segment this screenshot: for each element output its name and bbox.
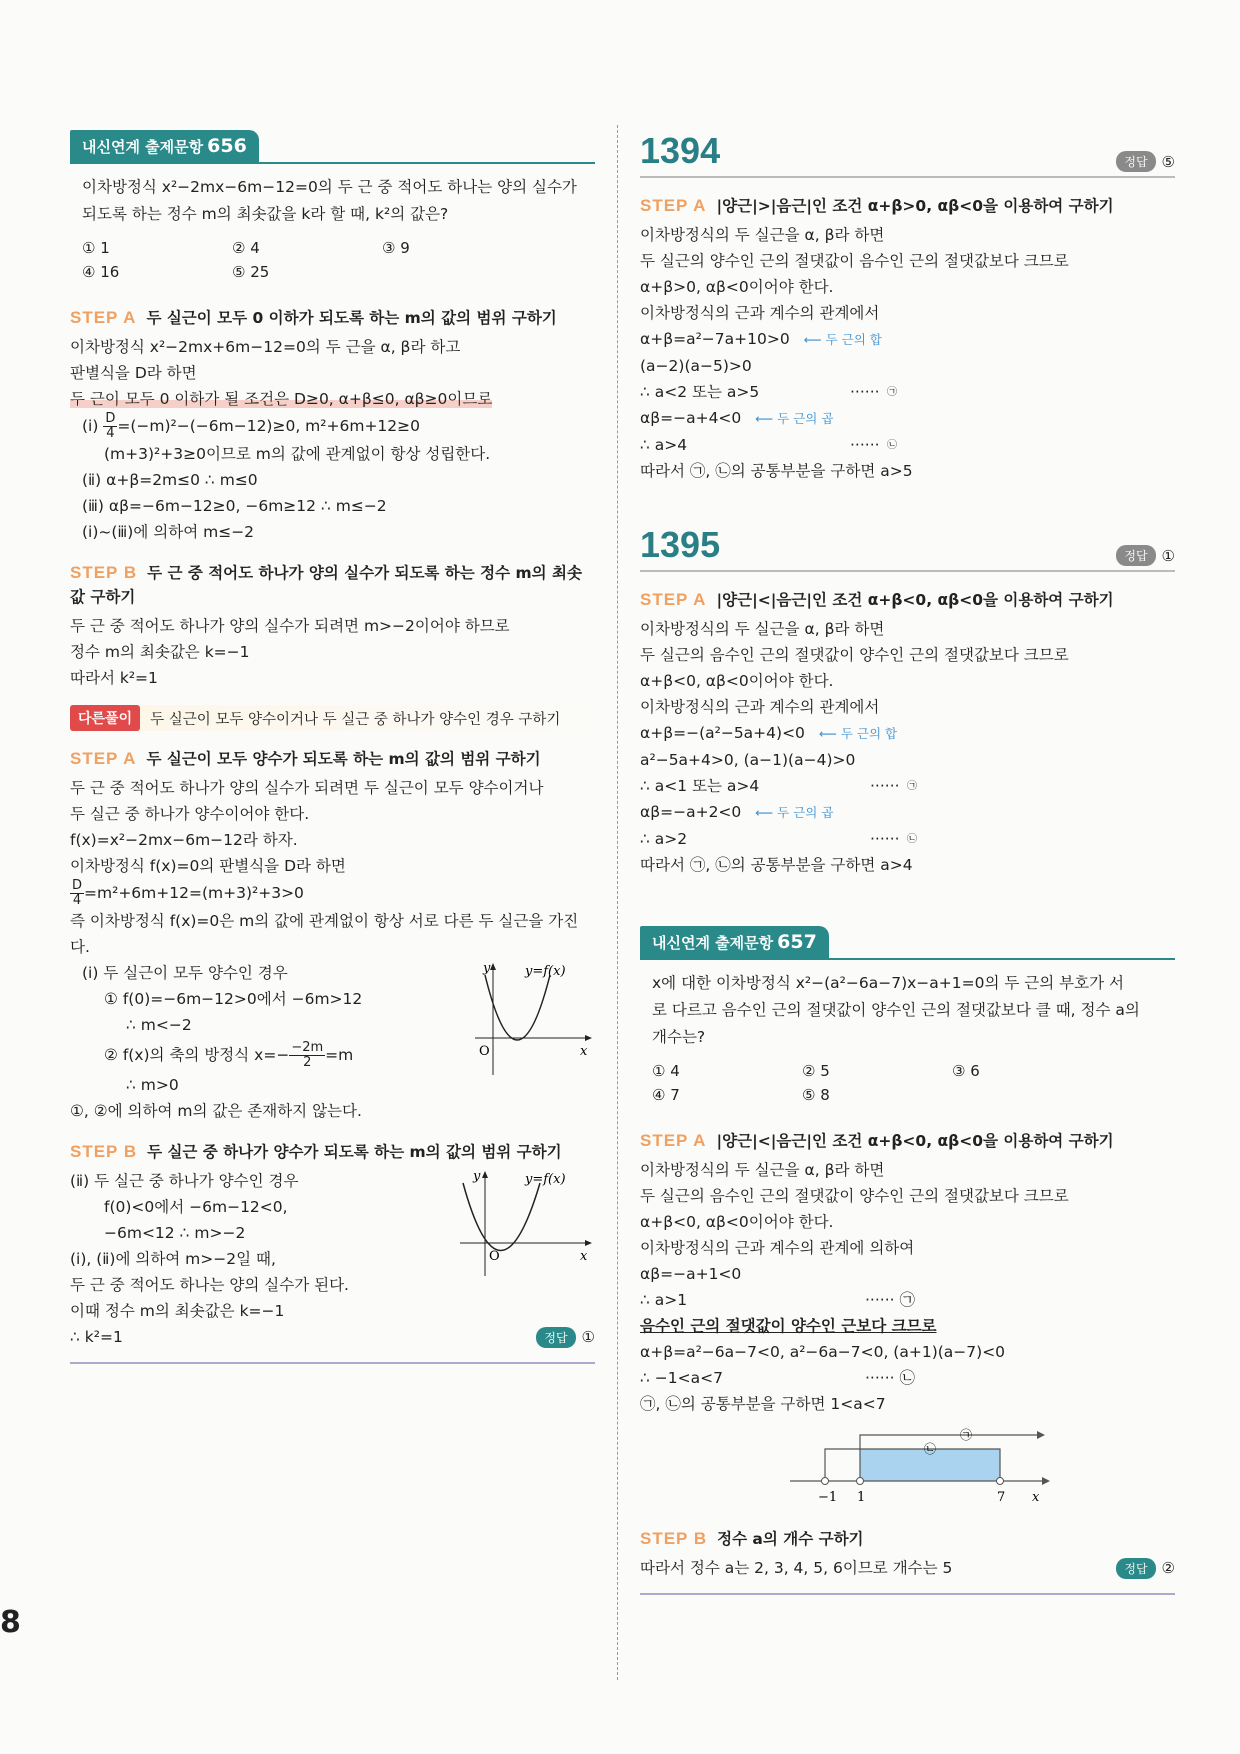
problem-656-choices	[70, 236, 595, 284]
problem-657-header	[640, 926, 1175, 960]
step-a-heading: STEP A 두 실근이 모두 0 이하가 되도록 하는 m의 값의 범위 구하기	[70, 308, 557, 327]
right-column	[640, 130, 1175, 1595]
svg-text:7: 7	[997, 1490, 1006, 1505]
answer: 정답 ①	[536, 1327, 595, 1348]
text-line: (ⅰ)~(ⅲ)에 의하여 m≤−2	[82, 523, 255, 541]
step-a-heading: STEP A |양근|<|음근|인 조건 α+β<0, αβ<0을 이용하여 구하기	[640, 1131, 1114, 1150]
text-line: 따라서 ㉠, ㉡의 공통부분을 구하면 a>5	[640, 462, 913, 480]
svg-text:y: y	[473, 1169, 481, 1184]
column-divider	[617, 125, 618, 1680]
answer: 정답 ①	[1116, 545, 1175, 566]
text-line: 이차방정식의 근과 계수의 관계에 의하여	[640, 1239, 915, 1257]
text-line: ∴ a<2 또는 a>5 ······ ㉠	[640, 383, 897, 401]
text-line: −6m<12 ∴ m>−2	[104, 1224, 246, 1242]
text-line: (ⅰ), (ⅱ)에 의하여 m>−2일 때,	[70, 1250, 276, 1268]
choice: ③ 6	[952, 1062, 980, 1080]
text-line: (a−2)(a−5)>0	[640, 357, 752, 375]
text-line: 정수 m의 최솟값은 k=−1	[70, 643, 250, 661]
text-line: f(x)=x²−2mx−6m−12라 하자.	[70, 831, 298, 849]
svg-text:㉡: ㉡	[924, 1442, 937, 1456]
problem-number: 1395	[640, 524, 721, 565]
text-line: 판별식을 D라 하면	[70, 364, 197, 382]
text-line: ∴ −1<a<7 ······ ㉡	[640, 1369, 916, 1387]
text-line: 따라서 ㉠, ㉡의 공통부분을 구하면 a>4	[640, 856, 913, 874]
text-line: αβ=−a+2<0 ⟵ 두 근의 곱	[640, 803, 834, 821]
choice: ② 4	[232, 239, 260, 257]
text-line: (ⅲ) αβ=−6m−12≥0, −6m≥12 ∴ m≤−2	[82, 497, 387, 515]
section-end-rule	[640, 1593, 1175, 1595]
alt-step-b-heading: STEP B 두 실근 중 하나가 양수가 되도록 하는 m의 값의 범위 구하기	[70, 1142, 562, 1161]
text-line: ∴ k²=1	[70, 1328, 123, 1346]
choice: ④ 16	[82, 263, 120, 281]
problem-number: 1394	[640, 130, 721, 171]
svg-text:1: 1	[857, 1490, 866, 1505]
text-line: 두 실근의 음수인 근의 절댓값이 양수인 근의 절댓값보다 크므로	[640, 1187, 1069, 1205]
answer: 정답 ⑤	[1116, 151, 1175, 172]
parabola-graph-1	[455, 960, 595, 1080]
choice: ① 1	[82, 239, 110, 257]
text-line: a²−5a+4>0, (a−1)(a−4)>0	[640, 751, 856, 769]
text-line: 두 근 중 적어도 하나는 양의 실수가 된다.	[70, 1276, 349, 1294]
left-column	[70, 130, 595, 1364]
svg-text:x: x	[580, 1044, 588, 1059]
step-b-heading: STEP B 정수 a의 개수 구하기	[640, 1529, 864, 1548]
text-line: 따라서 정수 a는 2, 3, 4, 5, 6이므로 개수는 5	[640, 1559, 953, 1577]
alt-badge: 다른풀이	[70, 705, 140, 731]
text-line: ∴ a>2 ······ ㉡	[640, 830, 917, 848]
text-line: 이차방정식의 근과 계수의 관계에서	[640, 698, 880, 716]
text-line: α+β=a²−7a+10>0 ⟵ 두 근의 합	[640, 330, 882, 348]
text-line: αβ=−a+1<0	[640, 1265, 742, 1283]
svg-text:y: y	[483, 961, 491, 976]
problem-1394-header	[640, 130, 1175, 178]
text-line: α+β=a²−6a−7<0, a²−6a−7<0, (a+1)(a−7)<0	[640, 1343, 1006, 1361]
svg-text:y=f(x): y=f(x)	[525, 1172, 566, 1187]
text-line: f(0)<0에서 −6m−12<0,	[104, 1198, 288, 1216]
text-line: 이차방정식의 두 실근을 α, β라 하면	[640, 620, 885, 638]
text-line: $\frac{D}{4}$ =m²+6m+12=(m+3)²+3>0	[72, 878, 304, 908]
text-line: 두 근 중 적어도 하나가 양의 실수가 되려면 두 실근이 모두 양수이거나	[70, 779, 544, 797]
text-line: α+β<0, αβ<0이어야 한다.	[640, 672, 834, 690]
choice: ① 4	[652, 1062, 680, 1080]
text-line: (ⅰ) 두 실근이 모두 양수인 경우	[82, 964, 288, 982]
text-line: (ⅱ) 두 실근 중 하나가 양수인 경우	[70, 1172, 299, 1190]
problem-tag: 내신연계 출제문항 657	[640, 926, 829, 958]
text-line: ∴ m>0	[126, 1076, 179, 1094]
svg-text:x: x	[1032, 1490, 1040, 1505]
svg-text:O: O	[489, 1249, 500, 1264]
text-line: (ⅱ) α+β=2m≤0 ∴ m≤0	[82, 471, 258, 489]
text-line: 이때 정수 m의 최솟값은 k=−1	[70, 1302, 285, 1320]
text-line: 음수인 근의 절댓값이 양수인 근보다 크므로	[640, 1317, 937, 1335]
step-a-heading: STEP A |양근|>|음근|인 조건 α+β>0, αβ<0을 이용하여 구하기	[640, 196, 1114, 215]
svg-text:㉠: ㉠	[960, 1428, 973, 1442]
problem-1395-header	[640, 524, 1175, 572]
svg-text:O: O	[479, 1044, 490, 1059]
text-line: αβ=−a+4<0 ⟵ 두 근의 곱	[640, 409, 834, 427]
answer: 정답 ②	[1116, 1558, 1175, 1579]
text-line: (m+3)²+3≥0이므로 m의 값에 관계없이 항상 성립한다.	[104, 445, 491, 463]
problem-tag: 내신연계 출제문항 656	[70, 130, 259, 162]
problem-657-choices	[640, 1059, 1175, 1107]
text-line: 즉 이차방정식 f(x)=0은 m의 값에 관계없이 항상 서로 다른 두 실근을 가진다.	[70, 912, 579, 956]
text-line: α+β=−(a²−5a+4)<0 ⟵ 두 근의 합	[640, 724, 898, 742]
text-line: ∴ a>1 ······ ㉠	[640, 1291, 916, 1309]
choice: ⑤ 25	[232, 263, 270, 281]
alternative-solution-banner: 다른풀이 두 실근이 모두 양수이거나 두 실근 중 하나가 양수인 경우 구하기	[70, 705, 595, 731]
text-line: 따라서 k²=1	[70, 669, 158, 687]
text-line: ② f(x)의 축의 방정식 x=− $\frac{-2m}{2}$ =m	[104, 1040, 354, 1070]
choice: ③ 9	[382, 239, 410, 257]
text-line: ∴ a<1 또는 a>4 ······ ㉠	[640, 777, 917, 795]
text-line: 두 실근 중 하나가 양수이어야 한다.	[70, 805, 310, 823]
text-line: ∴ a>4 ······ ㉡	[640, 436, 897, 454]
choice: ② 5	[802, 1062, 830, 1080]
number-line-diagram	[770, 1425, 1070, 1507]
text-line: 두 실근의 양수인 근의 절댓값이 음수인 근의 절댓값보다 크므로	[640, 252, 1069, 270]
text-line: α+β>0, αβ<0이어야 한다.	[640, 278, 834, 296]
svg-text:y=f(x): y=f(x)	[525, 964, 566, 979]
text-line: (ⅰ) $\frac{D}{4}$ =(−m)²−(−6m−12)≥0, m²+6m+12≥0	[82, 411, 421, 441]
step-a-heading: STEP A |양근|<|음근|인 조건 α+β<0, αβ<0을 이용하여 구하기	[640, 590, 1114, 609]
svg-text:x: x	[580, 1249, 588, 1264]
text-line: 두 근이 모두 0 이하가 될 조건은 D≥0, α+β≤0, αβ≥0이므로	[70, 390, 493, 408]
text-line: ① f(0)=−6m−12>0에서 −6m>12	[104, 990, 363, 1008]
text-line: 이차방정식의 두 실근을 α, β라 하면	[640, 226, 885, 244]
text-line: ∴ m<−2	[126, 1016, 192, 1034]
text-line: 이차방정식의 근과 계수의 관계에서	[640, 304, 880, 322]
text-line: ①, ②에 의하여 m의 값은 존재하지 않는다.	[70, 1102, 362, 1120]
page-number: 8	[0, 1605, 21, 1640]
text-line: 이차방정식 x²−2mx+6m−12=0의 두 근을 α, β라 하고	[70, 338, 461, 356]
text-line: α+β<0, αβ<0이어야 한다.	[640, 1213, 834, 1231]
problem-656-header	[70, 130, 595, 164]
svg-text:−1: −1	[818, 1490, 838, 1505]
alt-step-a-heading: STEP A 두 실근이 모두 양수가 되도록 하는 m의 값의 범위 구하기	[70, 749, 541, 768]
text-line: ㉠, ㉡의 공통부분을 구하면 1<a<7	[640, 1395, 886, 1413]
problem-656-question: 이차방정식 x²−2mx−6m−12=0의 두 근 중 적어도 하나는 양의 실수가 되도록 하는 정수 m의 최솟값을 k라 할 때, k²의 값은?	[82, 178, 577, 223]
text-line: 이차방정식 f(x)=0의 판별식을 D라 하면	[70, 857, 346, 875]
section-end-rule	[70, 1362, 595, 1364]
choice: ④ 7	[652, 1086, 680, 1104]
step-b-heading: STEP B 두 근 중 적어도 하나가 양의 실수가 되도록 하는 정수 m의 최솟값 구하기	[70, 563, 582, 606]
text-line: 두 근 중 적어도 하나가 양의 실수가 되려면 m>−2이어야 하므로	[70, 617, 510, 635]
text-line: 이차방정식의 두 실근을 α, β라 하면	[640, 1161, 885, 1179]
problem-657-question: x에 대한 이차방정식 x²−(a²−6a−7)x−a+1=0의 두 근의 부호가 서 로 다르고 음수인 근의 절댓값이 양수인 근의 절댓값보다 클 때, 정수 a의 개수는?	[652, 974, 1140, 1046]
text-line: 두 실근의 음수인 근의 절댓값이 양수인 근의 절댓값보다 크므로	[640, 646, 1069, 664]
choice: ⑤ 8	[802, 1086, 830, 1104]
parabola-graph-2	[455, 1168, 595, 1278]
